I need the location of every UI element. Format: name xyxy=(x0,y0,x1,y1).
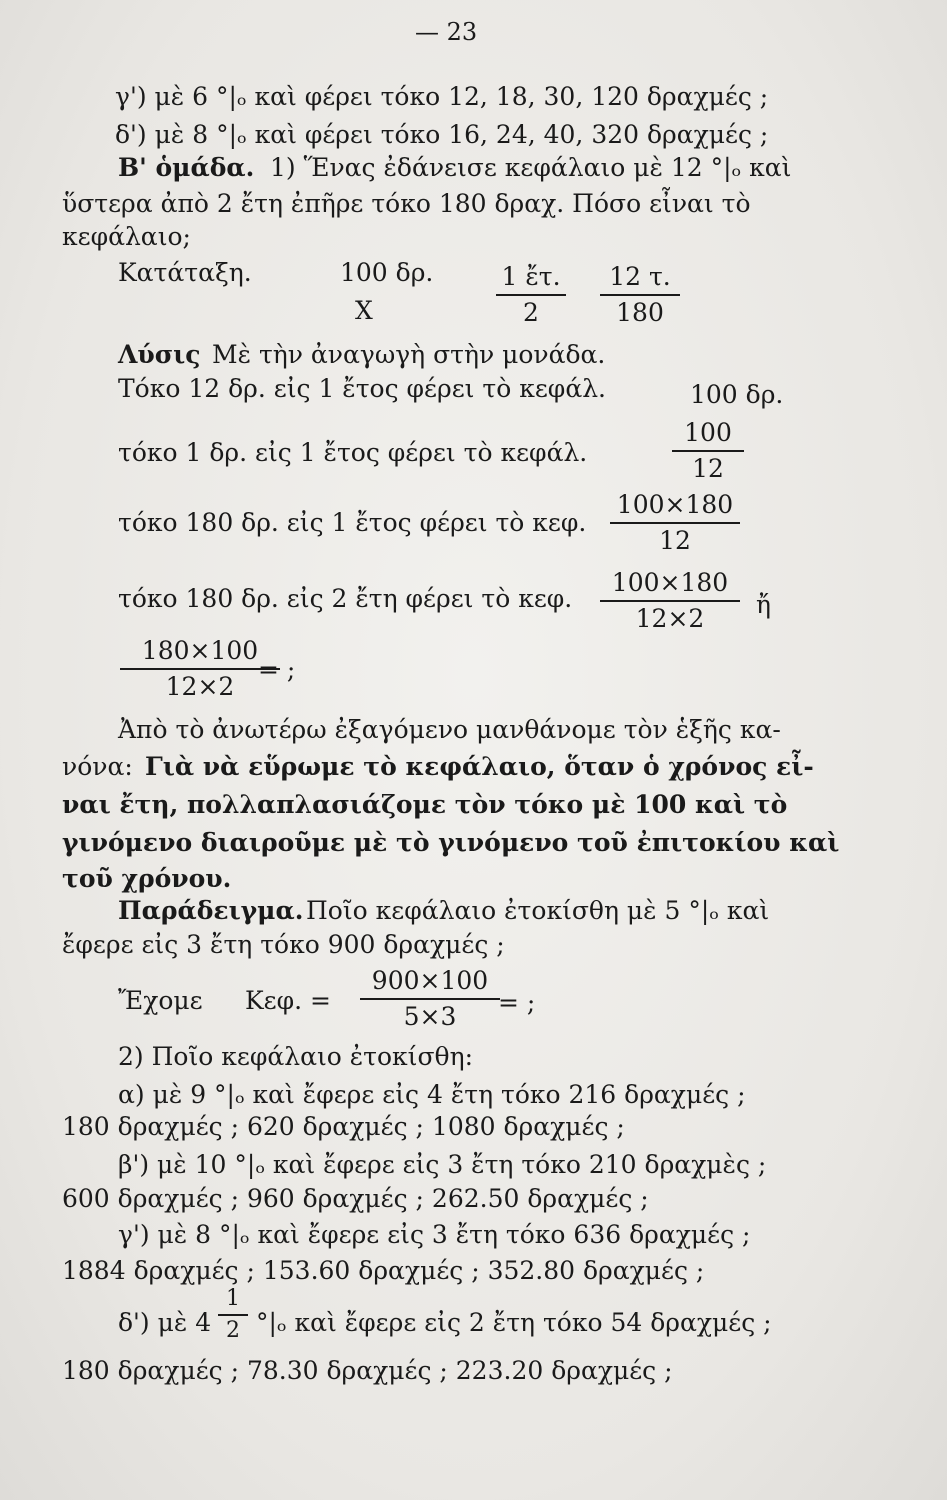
rule-bold-line2: ναι ἔτη, πολλαπλασιάζομε τὸν τόκο μὲ 100 καὶ τὸ xyxy=(62,790,788,819)
fraction-bar xyxy=(360,998,500,1000)
page-number: — 23 xyxy=(415,18,478,46)
example-capital-eq: Κεφ. = xyxy=(245,986,331,1015)
solution-label: Λύσις xyxy=(118,340,201,369)
step-1-value: 100 δρ. xyxy=(690,380,784,409)
fraction-denominator: 12 xyxy=(692,454,724,483)
step-4-text: τόκο 180 δρ. εἰς 2 ἔτη φέρει τὸ κεφ. xyxy=(118,584,573,613)
exercise-c-answers: 1884 δραχμές ; 153.60 δραχμές ; 352.80 δραχμές ; xyxy=(62,1256,705,1285)
fraction-denominator: 2 xyxy=(226,1318,240,1344)
fraction-numerator: 1 ἔτ. xyxy=(501,262,561,291)
problem-2-header: 2) Ποῖο κεφάλαιο ἐτοκίσθη: xyxy=(118,1042,473,1071)
fraction-bar xyxy=(218,1314,248,1316)
fraction-numerator: 12 τ. xyxy=(609,262,671,291)
fraction-denominator: 2 xyxy=(523,298,539,327)
or-word: ἤ xyxy=(756,590,771,619)
rule-intro: Ἀπὸ τὸ ἀνωτέρω ἐξαγόμενο μανθάνομε τὸν ἑξῆς κα- xyxy=(118,715,781,744)
fraction-bar xyxy=(120,668,280,670)
example-line2: ἔφερε εἰς 3 ἔτη τόκο 900 δραχμές ; xyxy=(62,930,505,959)
fraction-bar xyxy=(610,522,740,524)
rule-bold-line1: Γιὰ νὰ εὕρωμε τὸ κεφάλαιο, ὅταν ὁ χρόνος εἶ- xyxy=(145,752,814,781)
exercise-c-line1: γ') μὲ 8 °|ₒ καὶ ἔφερε εἰς 3 ἔτη τόκο 636 δραχμές ; xyxy=(118,1220,751,1249)
fraction-numerator: 100×180 xyxy=(616,490,734,519)
step-3-text: τόκο 180 δρ. εἰς 1 ἔτος φέρει τὸ κεφ. xyxy=(118,508,587,537)
step-1-text: Τόκο 12 δρ. εἰς 1 ἔτος φέρει τὸ κεφάλ. xyxy=(118,374,606,403)
fraction-denominator: 180 xyxy=(616,298,664,327)
fraction-denominator: 12×2 xyxy=(165,672,235,701)
example-line1: Ποῖο κεφάλαιο ἐτοκίσθη μὲ 5 °|ₒ καὶ xyxy=(306,896,770,925)
rule-word: νόνα: xyxy=(62,752,133,781)
fraction-denominator: 5×3 xyxy=(403,1002,457,1031)
main-formula-fraction xyxy=(120,636,280,702)
arrangement-label: Κατάταξη. xyxy=(118,258,252,287)
main-formula-tail: = ; xyxy=(258,655,296,684)
rule-bold-line4: τοῦ χρόνου. xyxy=(62,864,232,893)
example-fraction xyxy=(360,966,500,1032)
exercise-a-answers: 180 δραχμές ; 620 δραχμές ; 1080 δραχμές ; xyxy=(62,1112,625,1141)
fraction-numerator: 180×100 xyxy=(141,636,259,665)
group-b-label: Β' ὁμάδα. xyxy=(118,153,255,182)
rule-bold-line3: γινόμενο διαιροῦμε μὲ τὸ γινόμενο τοῦ ἐπιτοκίου καὶ xyxy=(62,828,840,857)
step-4-fraction xyxy=(600,568,740,634)
fraction-numerator: 1 xyxy=(226,1286,240,1311)
fraction-bar xyxy=(496,294,566,296)
arrangement-interest-fraction xyxy=(600,262,680,328)
fraction-bar xyxy=(600,294,680,296)
arrangement-unknown: Χ xyxy=(355,296,373,325)
exercise-b-line1: β') μὲ 10 °|ₒ καὶ ἔφερε εἰς 3 ἔτη τόκο 210 δραχμὲς ; xyxy=(118,1150,767,1179)
step-2-fraction xyxy=(672,418,744,484)
exercise-line-g: γ') μὲ 6 °|ₒ καὶ φέρει τόκο 12, 18, 30, 120 δραχμές ; xyxy=(115,82,769,111)
problem-1-line2: ὕστερα ἀπὸ 2 ἔτη ἐπῆρε τόκο 180 δραχ. Πόσο εἶναι τὸ xyxy=(62,189,751,218)
example-tail: = ; xyxy=(498,988,536,1017)
example-we-have: Ἔχομε xyxy=(118,986,203,1015)
exercise-a-line1: α) μὲ 9 °|ₒ καὶ ἔφερε εἰς 4 ἔτη τόκο 216 δραχμές ; xyxy=(118,1080,746,1109)
problem-1-line1: 1) Ἕνας ἐδάνεισε κεφάλαιο μὲ 12 °|ₒ καὶ xyxy=(270,153,792,182)
solution-method: Μὲ τὴν ἀναγωγὴ στὴν μονάδα. xyxy=(212,340,606,369)
exercise-d-half-fraction xyxy=(218,1286,248,1345)
fraction-denominator: 12×2 xyxy=(635,604,705,633)
exercise-d-line1: °|ₒ καὶ ἔφερε εἰς 2 ἔτη τόκο 54 δραχμές ; xyxy=(256,1308,772,1337)
fraction-denominator: 12 xyxy=(659,526,691,555)
fraction-numerator: 900×100 xyxy=(371,966,489,995)
example-label: Παράδειγμα. xyxy=(118,896,304,925)
fraction-bar xyxy=(672,450,744,452)
exercise-d-start: δ') μὲ 4 xyxy=(118,1308,212,1337)
arrangement-capital: 100 δρ. xyxy=(340,258,434,287)
exercise-b-answers: 600 δραχμές ; 960 δραχμές ; 262.50 δραχμές ; xyxy=(62,1184,649,1213)
fraction-numerator: 100 xyxy=(684,418,732,447)
step-2-text: τόκο 1 δρ. εἰς 1 ἔτος φέρει τὸ κεφάλ. xyxy=(118,438,588,467)
exercise-d-answers: 180 δραχμές ; 78.30 δραχμές ; 223.20 δραχμές ; xyxy=(62,1356,673,1385)
problem-1-line3: κεφάλαιο; xyxy=(62,222,191,251)
step-3-fraction xyxy=(610,490,740,556)
fraction-numerator: 100×180 xyxy=(611,568,729,597)
exercise-line-d: δ') μὲ 8 °|ₒ καὶ φέρει τόκο 16, 24, 40, 320 δραχμές ; xyxy=(115,120,769,149)
fraction-bar xyxy=(600,600,740,602)
arrangement-time-fraction xyxy=(496,262,566,328)
